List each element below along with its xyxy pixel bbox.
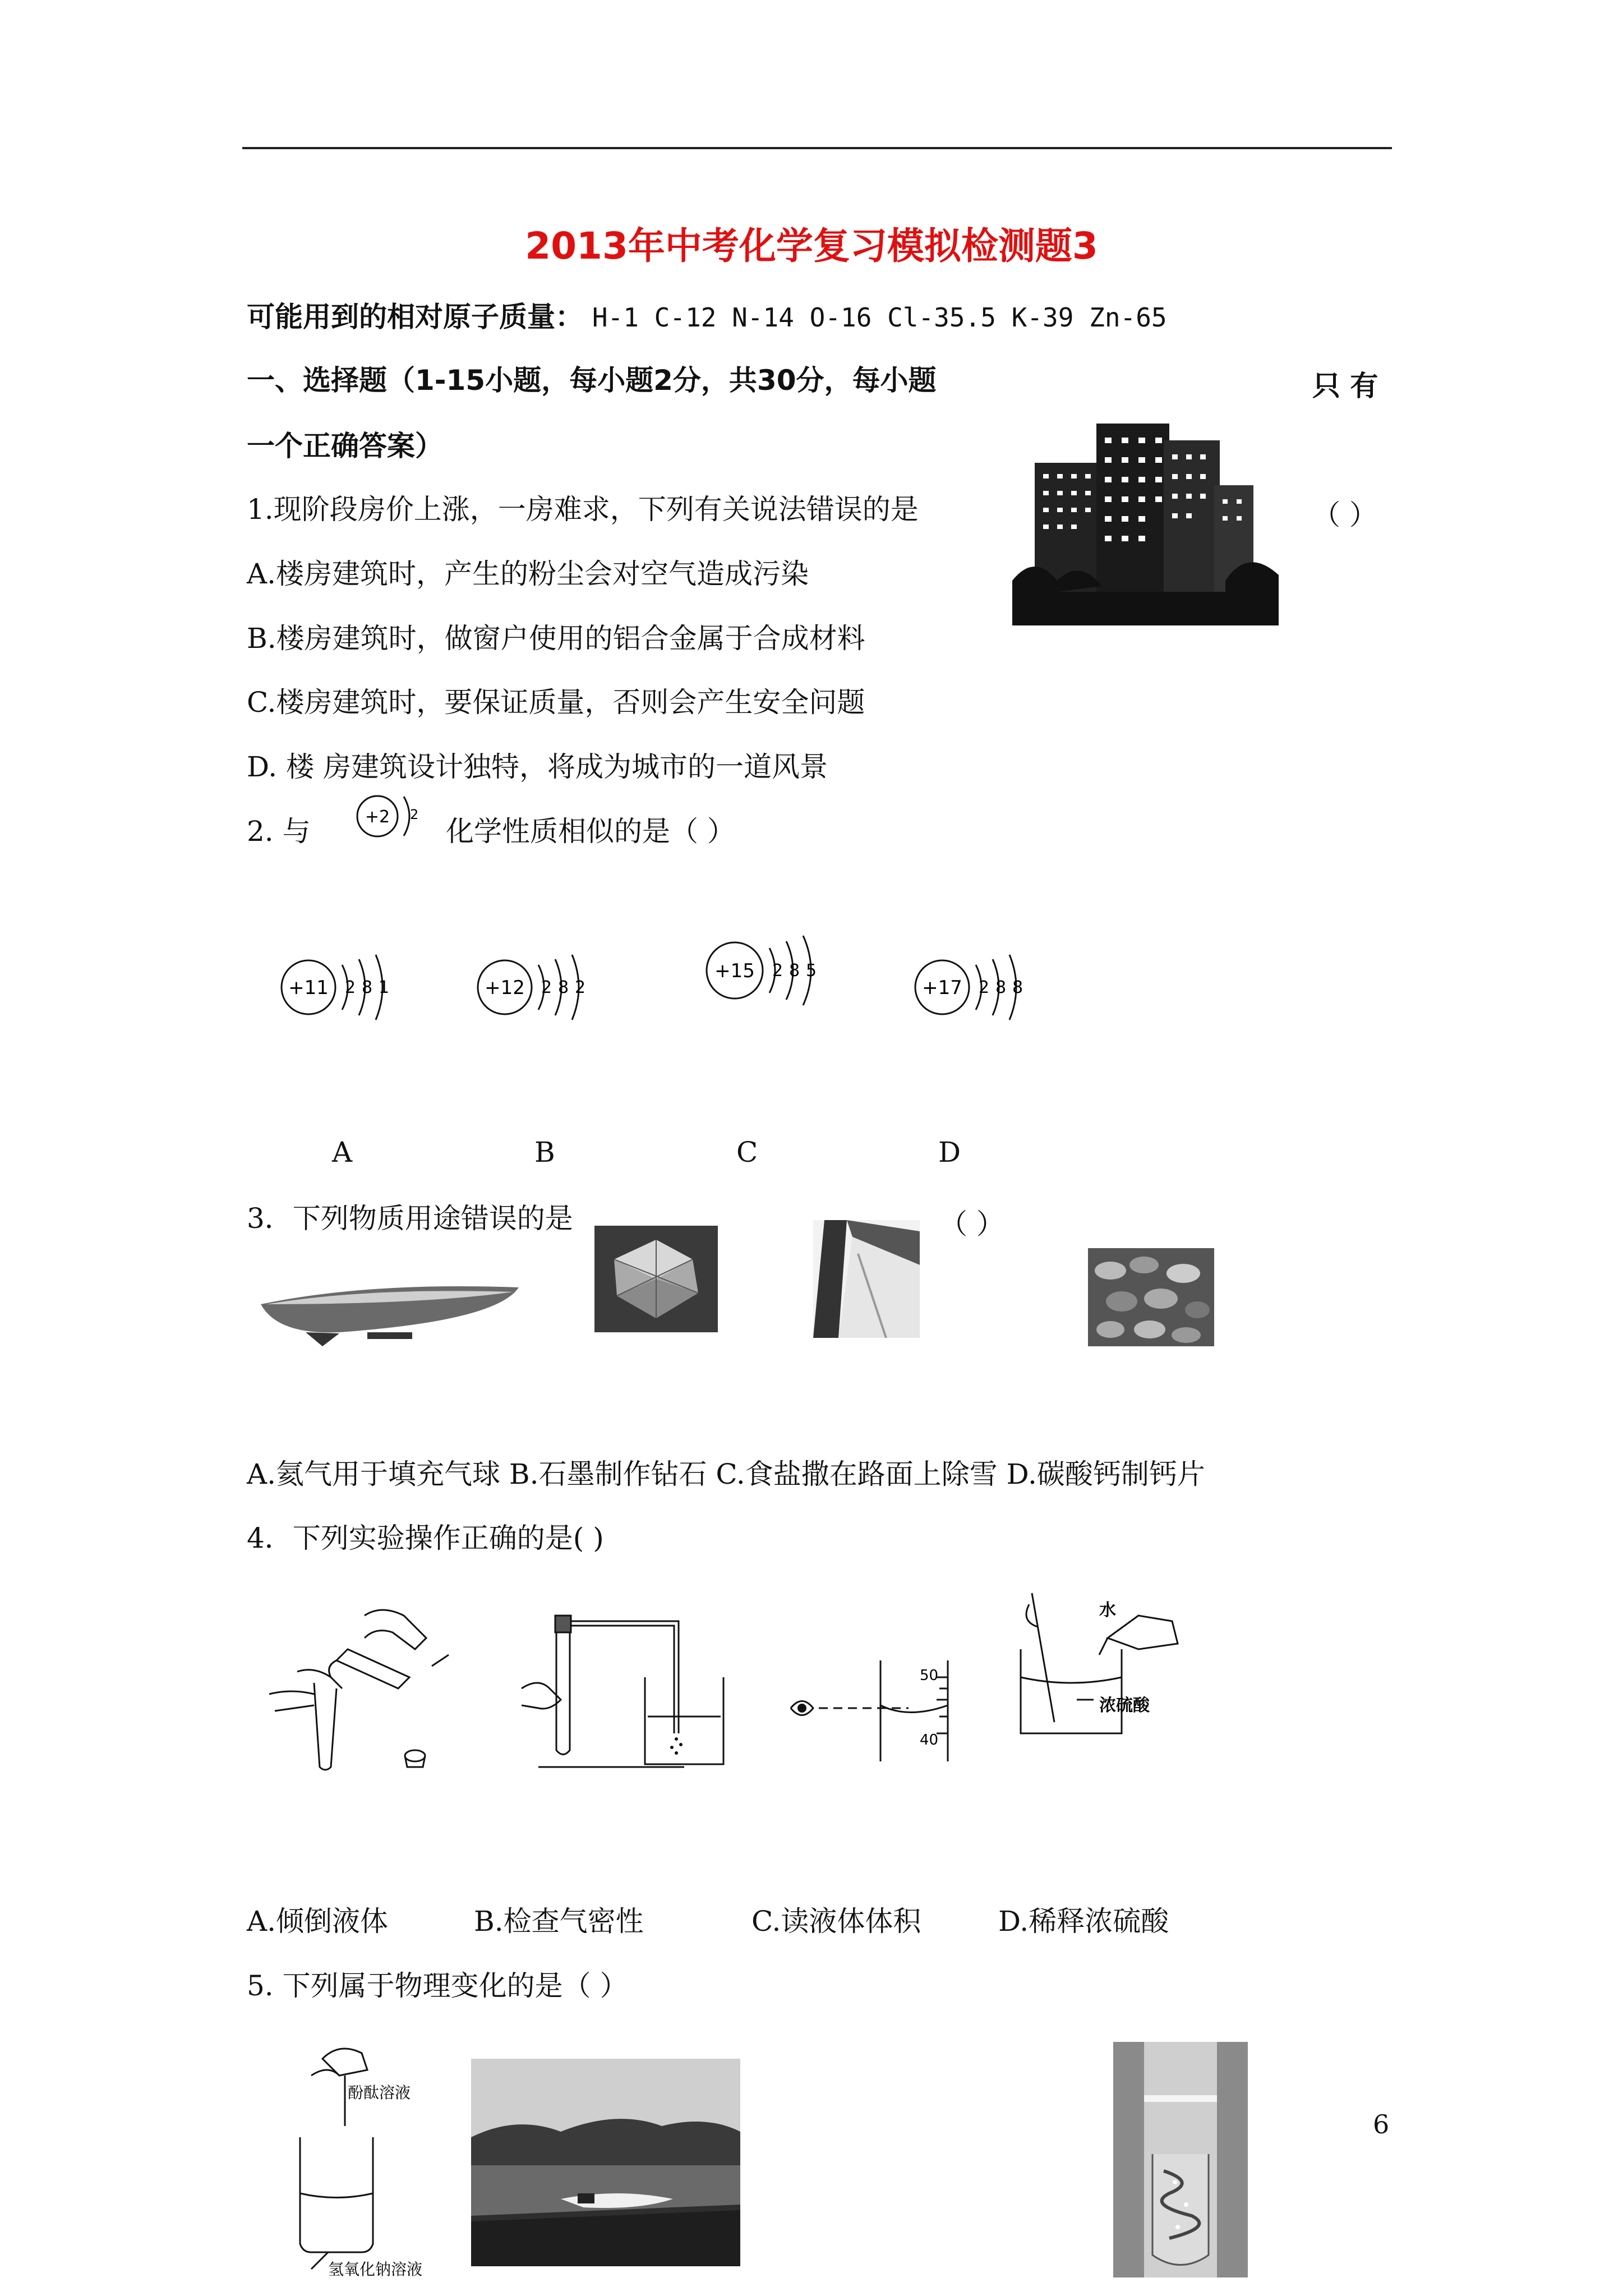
test-tube-photo: [1113, 2042, 1248, 2277]
scale-label-40: 40: [920, 1732, 939, 1749]
atom-a-shell-2: 8: [362, 978, 373, 997]
q1-stem: 1.现阶段房价上涨，一房难求，下列有关说法错误的是: [247, 493, 919, 526]
q1-option-b: B.楼房建筑时，做窗户使用的铝合金属于合成材料: [247, 622, 865, 655]
ref-shell-label: 2: [410, 807, 419, 822]
atom-d-nucleus: +17: [922, 977, 962, 999]
atom-a-shell-3: 1: [379, 978, 390, 997]
q2-label-b: B: [534, 1136, 555, 1168]
q4-stem: 4．下列实验操作正确的是( ): [247, 1522, 604, 1554]
atom-a-shell-1: 2: [345, 978, 356, 997]
q2-atom-options: [269, 909, 1082, 1032]
atom-c-shell-3: 5: [806, 961, 817, 981]
read-liquid-volume-figure: [780, 1655, 970, 1767]
atom-c-shell-2: 8: [789, 961, 800, 981]
atom-c-shell-1: 2: [772, 961, 783, 981]
q4-option-a: A.倾倒液体: [247, 1905, 389, 1938]
section1-heading-cont: 一个正确答案）: [247, 430, 443, 462]
conc-sulfuric-acid-label: 浓硫酸: [1099, 1696, 1150, 1715]
atom-option-d: [915, 955, 1023, 1020]
diamond-photo: [594, 1226, 718, 1332]
q1-answer-paren: （ ）: [1312, 499, 1377, 531]
q2-label-c: C: [736, 1136, 758, 1168]
q4-option-c: C.读液体体积: [751, 1905, 921, 1938]
atom-option-c: [707, 936, 817, 1005]
q1-option-d: D. 楼 房建筑设计独特，将成为城市的一道风景: [247, 751, 828, 783]
atom-option-a: [282, 955, 389, 1020]
building-photo: [1012, 412, 1279, 625]
atom-b-shell-2: 8: [558, 978, 569, 997]
q2-stem-pre: 2. 与: [247, 815, 311, 848]
section1-heading-right: 只 有: [1312, 370, 1378, 402]
phenolphthalein-label: 酚酞溶液: [348, 2083, 411, 2102]
atom-b-shell-1: 2: [541, 978, 552, 997]
q3-options: A.氦气用于填充气球 B.石墨制作钻石 C.食盐撒在路面上除雪 D.碳酸钙制钙片: [247, 1458, 1205, 1490]
q2-reference-atom-diagram: [352, 785, 425, 847]
naoh-solution-label: 氢氧化钠溶液: [328, 2260, 423, 2277]
atom-b-shell-3: 2: [575, 978, 586, 997]
q2-label-a: A: [332, 1136, 353, 1168]
q4-option-d: D.稀释浓硫酸: [998, 1905, 1169, 1938]
phenolphthalein-figure: [278, 2042, 468, 2277]
atomic-mass-label: 可能用到的相对原子质量：: [247, 301, 583, 333]
calcium-tablets-photo: [1088, 1248, 1214, 1346]
scale-label-50: 50: [920, 1667, 939, 1684]
q1-option-c: C.楼房建筑时，要保证质量，否则会产生安全问题: [247, 686, 865, 719]
pouring-liquid-figure: [264, 1604, 477, 1773]
section1-heading: 一、选择题（1-15小题，每小题2分，共30分，每小题: [247, 364, 937, 397]
header-rule: [242, 147, 1392, 149]
q4-option-b: B.检查气密性: [474, 1905, 644, 1938]
q5-stem: 5. 下列属于物理变化的是（ ）: [247, 1970, 628, 2002]
atom-d-shell-2: 8: [995, 978, 1007, 997]
atom-d-shell-1: 2: [979, 978, 990, 997]
atom-c-nucleus: +15: [714, 960, 755, 982]
snowy-road-photo: [813, 1220, 920, 1338]
atom-d-shell-3: 8: [1012, 978, 1023, 997]
atomic-mass-values: H-1 C-12 N-14 O-16 Cl-35.5 K-39 Zn-65: [592, 302, 1167, 333]
airship-photo: [255, 1271, 524, 1360]
page-number: 6: [1373, 2109, 1390, 2139]
q1-option-a: A.楼房建筑时，产生的粉尘会对空气造成污染: [247, 558, 809, 590]
dilute-sulfuric-acid-figure: [1009, 1582, 1211, 1750]
ref-nucleus-label: +2: [365, 807, 390, 827]
q3-answer-paren: （ ）: [939, 1208, 1004, 1240]
airtightness-check-figure: [516, 1604, 763, 1773]
q2-label-d: D: [938, 1136, 961, 1168]
q2-stem-post: 化学性质相似的是（ ）: [446, 815, 735, 848]
atom-option-b: [478, 955, 585, 1020]
page-title: 2013年中考化学复习模拟检测题3: [525, 224, 1098, 268]
water-label: 水: [1099, 1600, 1116, 1620]
atom-b-nucleus: +12: [485, 977, 525, 999]
landscape-smoke-photo: [471, 2059, 740, 2266]
q3-stem: 3．下列物质用途错误的是: [247, 1202, 573, 1235]
atomic-mass-line: [247, 300, 1167, 334]
atom-a-nucleus: +11: [288, 977, 329, 999]
